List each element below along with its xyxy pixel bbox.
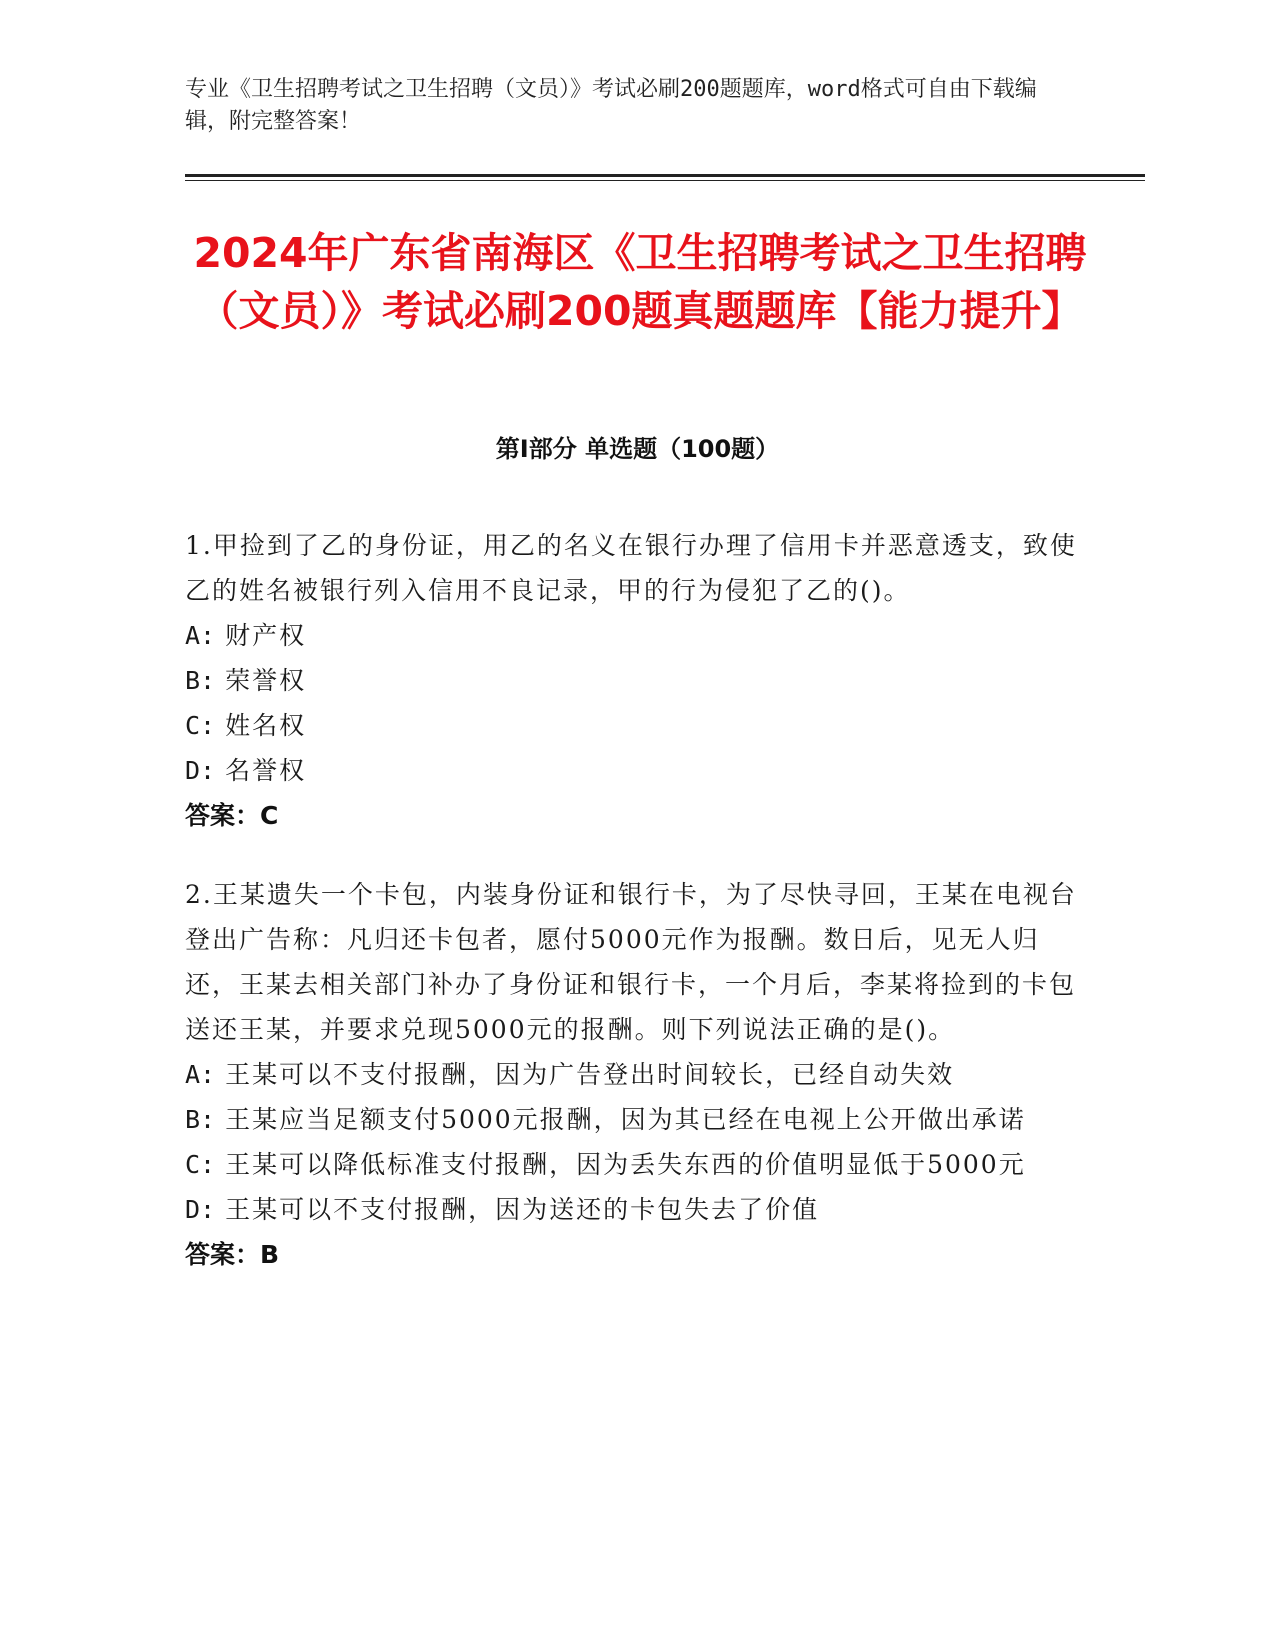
option-letter: C: (185, 1150, 216, 1179)
option-letter: D: (185, 1195, 216, 1224)
option-text: 姓名权 (225, 711, 307, 740)
option-b (185, 1097, 1085, 1142)
option-text: 名誉权 (225, 756, 307, 785)
option-d (185, 1187, 1085, 1232)
option-a (185, 1052, 1085, 1097)
answer-line: 答案：B (185, 1240, 280, 1269)
header-note: 专业《卫生招聘考试之卫生招聘（文员）》考试必刷200题题库，word格式可自由下载编辑，附完整答案！ (185, 77, 1037, 134)
header-divider-thick (185, 174, 1145, 177)
option-text: 荣誉权 (225, 666, 307, 695)
header-divider-thin (185, 180, 1145, 181)
option-letter: B: (185, 666, 216, 695)
question-text: 1.甲捡到了乙的身份证，用乙的名义在银行办理了信用卡并恶意透支，致使乙的姓名被银行列入信用不良记录，甲的行为侵犯了乙的()。 (185, 531, 1077, 605)
option-letter: A: (185, 1060, 216, 1089)
option-a (185, 613, 1085, 658)
option-letter: B: (185, 1105, 216, 1134)
question-text: 2.王某遗失一个卡包，内装身份证和银行卡，为了尽快寻回，王某在电视台登出广告称：凡归还卡包者，愿付5000元作为报酬。数日后，见无人归还，王某去相关部门补办了身份证和银行卡，一个月后，李某将捡到的卡包送还王某，并要求兑现5000元的报酬。则下列说法正确的是()。 (185, 880, 1077, 1044)
option-text: 王某可以降低标准支付报酬，因为丢失东西的价值明显低于5000元 (225, 1150, 1026, 1179)
option-text: 王某应当足额支付5000元报酬，因为其已经在电视上公开做出承诺 (225, 1105, 1026, 1134)
option-letter: A: (185, 621, 216, 650)
option-text: 王某可以不支付报酬，因为送还的卡包失去了价值 (225, 1195, 820, 1224)
option-text: 财产权 (225, 621, 307, 650)
question-1 (185, 523, 1085, 838)
option-c (185, 703, 1085, 748)
section-heading: 第Ⅰ部分 单选题（100题） (495, 435, 780, 463)
option-d (185, 748, 1085, 793)
question-2 (185, 872, 1085, 1277)
option-letter: C: (185, 711, 216, 740)
option-b (185, 658, 1085, 703)
option-text: 王某可以不支付报酬，因为广告登出时间较长，已经自动失效 (225, 1060, 955, 1089)
option-c (185, 1142, 1085, 1187)
answer-line: 答案：C (185, 801, 279, 830)
document-title: 2024年广东省南海区《卫生招聘考试之卫生招聘（文员）》考试必刷200题真题题库【能力提升】 (193, 229, 1087, 335)
option-letter: D: (185, 756, 216, 785)
